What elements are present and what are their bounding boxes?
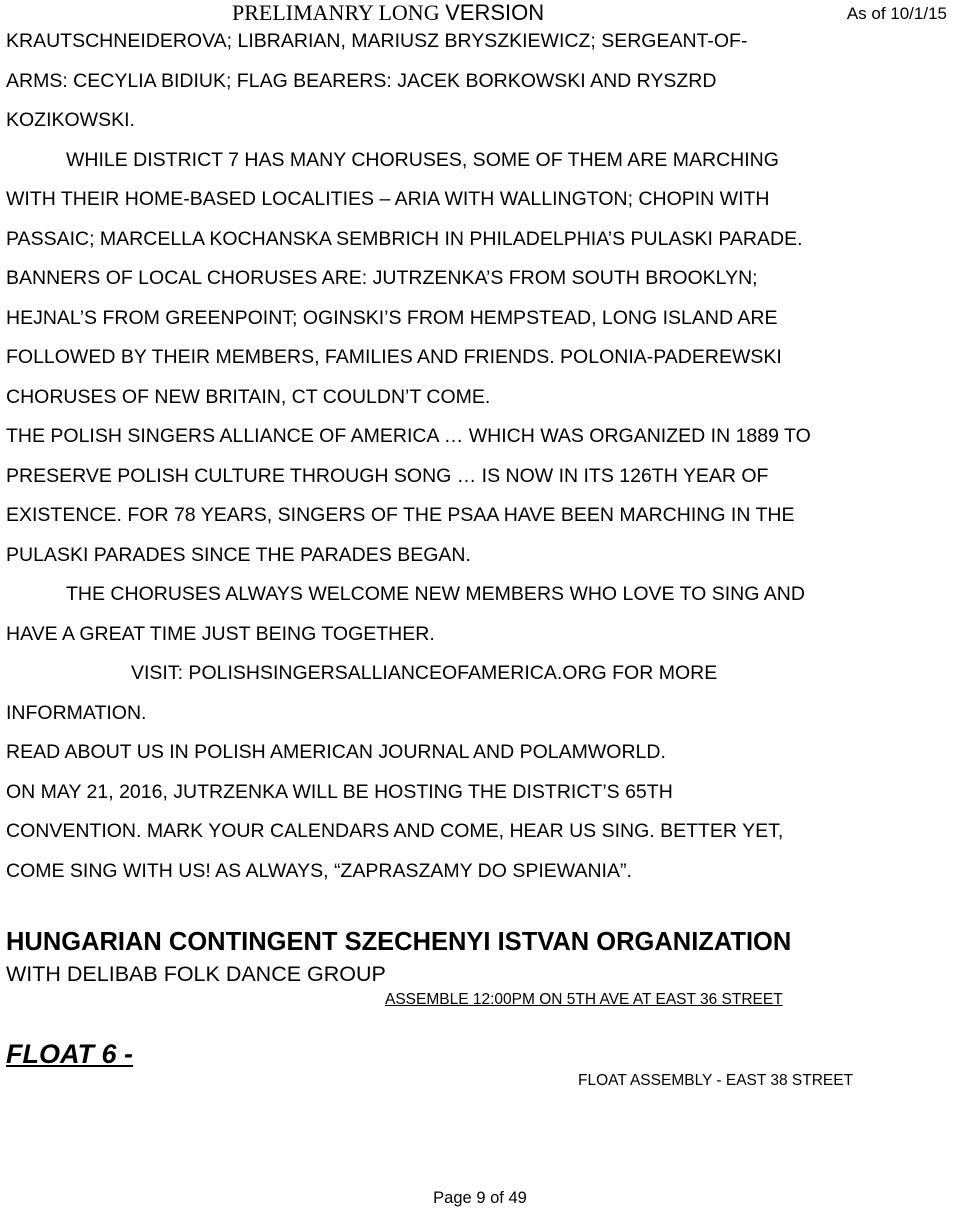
header-date: As of 10/1/15 xyxy=(846,4,947,23)
body-line: VISIT: POLISHSINGERSALLIANCEOFAMERICA.ORG FOR MORE xyxy=(131,662,718,684)
section-title: HUNGARIAN CONTINGENT SZECHENYI ISTVAN ORGANIZATION xyxy=(6,928,792,956)
body-line: ON MAY 21, 2016, JUTRZENKA WILL BE HOSTING THE DISTRICT’S 65TH xyxy=(6,780,673,803)
page-total: 49 xyxy=(508,1189,527,1207)
body-line: PRESERVE POLISH CULTURE THROUGH SONG … IS NOW IN ITS 126TH YEAR OF xyxy=(6,464,769,487)
body-line: CONVENTION. MARK YOUR CALENDARS AND COME, HEAR US SING. BETTER YET, xyxy=(6,820,784,842)
body-line: CHORUSES OF NEW BRITAIN, CT COULDN’T COME. xyxy=(6,385,491,408)
page-number xyxy=(0,1188,960,1208)
float-title: FLOAT 6 - xyxy=(6,1039,133,1069)
body-line: WITH THEIR HOME-BASED LOCALITIES – ARIA WITH WALLINGTON; CHOPIN WITH xyxy=(6,188,770,210)
body-line: THE POLISH SINGERS ALLIANCE OF AMERICA … WHICH WAS ORGANIZED IN 1889 TO xyxy=(6,425,811,447)
body-line: BANNERS OF LOCAL CHORUSES ARE: JUTRZENKA’S FROM SOUTH BROOKLYN; xyxy=(6,267,758,289)
body-line: WHILE DISTRICT 7 HAS MANY CHORUSES, SOME OF THEM ARE MARCHING xyxy=(66,148,779,171)
body-line: HEJNAL’S FROM GREENPOINT; OGINSKI’S FROM HEMPSTEAD, LONG ISLAND ARE xyxy=(6,306,778,329)
float-assembly-note: FLOAT ASSEMBLY - EAST 38 STREET xyxy=(578,1072,854,1089)
page-current: 9 xyxy=(476,1189,486,1207)
body-line: PASSAIC; MARCELLA KOCHANSKA SEMBRICH IN PHILADELPHIA’S PULASKI PARADE. xyxy=(6,227,803,250)
body-text xyxy=(6,22,958,891)
body-line: ARMS: CECYLIA BIDIUK; FLAG BEARERS: JACEK BORKOWSKI AND RYSZRD xyxy=(6,69,717,92)
body-line: EXISTENCE. FOR 78 YEARS, SINGERS OF THE PSAA HAVE BEEN MARCHING IN THE xyxy=(6,504,795,526)
body-line: THE CHORUSES ALWAYS WELCOME NEW MEMBERS WHO LOVE TO SING AND xyxy=(66,583,805,605)
body-line: COME SING WITH US! AS ALWAYS, “ZAPRASZAMY DO SPIEWANIA”. xyxy=(6,859,632,882)
page-label: Page xyxy=(433,1189,472,1207)
header-title-main: PRELIMANRY LONG xyxy=(232,0,446,25)
section-subtitle: WITH DELIBAB FOLK DANCE GROUP xyxy=(6,962,386,986)
body-line: FOLLOWED BY THEIR MEMBERS, FAMILIES AND FRIENDS. POLONIA-PADEREWSKI xyxy=(6,346,782,368)
body-line: INFORMATION. xyxy=(6,701,147,724)
body-line: KRAUTSCHNEIDEROVA; LIBRARIAN, MARIUSZ BRYSZKIEWICZ; SERGEANT-OF- xyxy=(6,30,748,52)
header-title-version: VERSION xyxy=(445,0,545,25)
body-line: KOZIKOWSKI. xyxy=(6,109,135,131)
page-of-label: of xyxy=(490,1189,504,1207)
body-line: PULASKI PARADES SINCE THE PARADES BEGAN. xyxy=(6,543,471,566)
assemble-note: ASSEMBLE 12:00PM ON 5TH AVE AT EAST 36 STREET xyxy=(385,991,783,1008)
body-line: HAVE A GREAT TIME JUST BEING TOGETHER. xyxy=(6,622,435,645)
body-line: READ ABOUT US IN POLISH AMERICAN JOURNAL AND POLAMWORLD. xyxy=(6,741,666,763)
